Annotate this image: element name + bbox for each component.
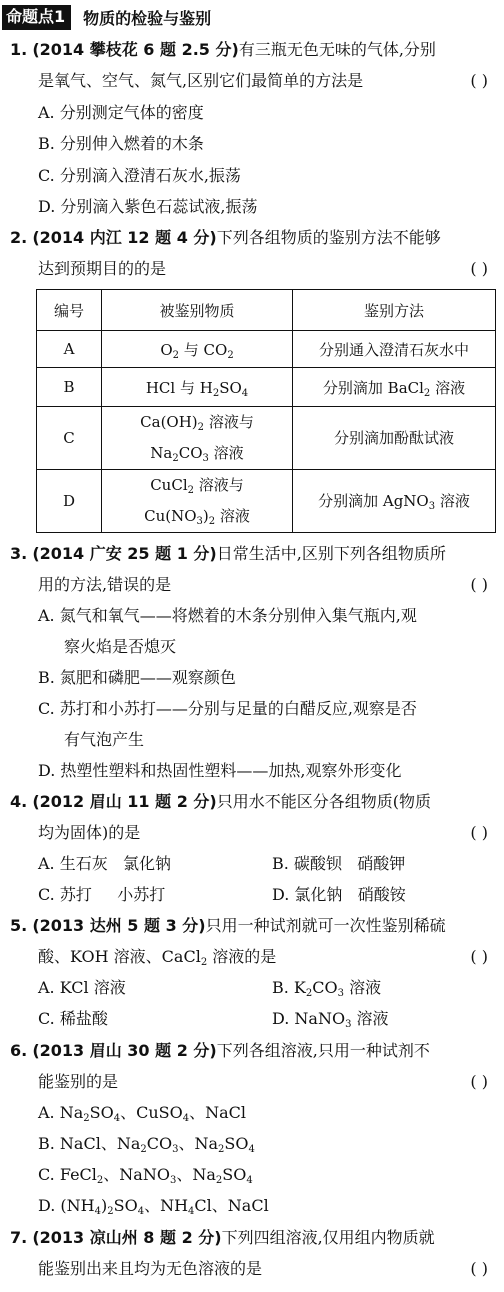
answer-blank: ( ) [470,1259,488,1278]
section-header [2,4,211,30]
question-1-line-1 [10,34,492,65]
question-source: (2014 广安 25 题 1 分) [32,544,217,563]
question-text: 有三瓶无色无味的气体,分别 [238,40,436,59]
question-1-line-2 [38,65,492,96]
question-text: 能鉴别出来且均为无色溶液的是 [38,1259,263,1278]
question-3-line-2 [38,569,492,600]
table-header: 被鉴别物质 [102,290,293,331]
question-4-line-2 [38,817,492,848]
question-text: 日常生活中,区别下列各组物质所 [216,544,446,563]
answer-blank: ( ) [470,259,488,278]
question-7-line-2 [38,1253,492,1284]
option: D. 分别滴入紫色石蕊试液,振荡 [38,197,258,216]
table-cell-id: B [37,368,102,407]
section-title: 物质的检验与鉴别 [83,8,212,28]
option: A. $Na_2SO_4$、CuSO$_4$、NaCl [38,1103,247,1124]
question-text: 用的方法,错误的是 [38,575,172,594]
question-text: 达到预期目的的是 [38,259,167,278]
table-cell-substance: HCl 与 $H_2SO_4$ [102,368,293,407]
question-6-line-2 [38,1066,492,1097]
option: B. 碳酸钡 硝酸钾 [272,854,406,873]
option-continued: 有气泡产生 [64,730,145,749]
option: A. KCl 溶液 [38,978,126,997]
question-4-line-1 [10,786,492,817]
question-7-line-1 [10,1222,492,1253]
option: C. 稀盐酸 [38,1009,108,1028]
question-2-line-2 [38,253,492,284]
question-3-line-1 [10,538,492,569]
table-header-row [37,290,496,331]
question-number: 7. [10,1228,28,1247]
question-source: (2014 内江 12 题 4 分) [32,228,217,247]
option: D. 热塑性塑料和热固性塑料——加热,观察外形变化 [38,761,402,780]
table-header: 鉴别方法 [293,290,496,331]
question-source: (2013 达州 5 题 3 分) [32,916,206,935]
table-row [37,470,496,533]
table-cell-substance: $Ca(OH)_2$ 溶液与 $Na_2CO_3$ 溶液 [102,407,293,470]
identification-table [36,289,496,533]
question-source: (2013 凉山州 8 题 2 分) [32,1228,222,1247]
question-number: 3. [10,544,28,563]
table-row [37,368,496,407]
question-number: 2. [10,228,28,247]
question-source: (2014 攀枝花 6 题 2.5 分) [32,40,239,59]
answer-blank: ( ) [470,947,488,966]
question-source: (2012 眉山 11 题 2 分) [32,792,217,811]
answer-blank: ( ) [470,823,488,842]
question-6-line-1 [10,1035,492,1066]
option: D. 氯化钠 硝酸铵 [272,885,406,904]
table-cell-id: D [37,470,102,533]
table-cell-method: 分别滴加 AgNO$_3$ 溶液 [293,470,496,533]
question-text: 下列四组溶液,仅用组内物质就 [221,1228,435,1247]
question-5-line-1 [10,910,492,941]
option: B. $K_2CO_3$ 溶液 [272,978,382,999]
answer-blank: ( ) [470,71,488,90]
question-text: 下列各组溶液,只用一种试剂不 [216,1041,430,1060]
table-cell-method: 分别通入澄清石灰水中 [293,331,496,368]
option: B. 分别伸入燃着的木条 [38,134,204,153]
option: C. 苏打 小苏打 [38,885,166,904]
question-text: 只用一种试剂就可一次性鉴别稀硫 [205,916,446,935]
question-number: 5. [10,916,28,935]
question-number: 6. [10,1041,28,1060]
table-row [37,407,496,470]
question-number: 4. [10,792,28,811]
option: D. $(NH_4)_2SO_4$、$NH_4Cl$、NaCl [38,1196,269,1217]
option-continued: 察火焰是否熄灭 [64,637,177,656]
question-text: 是氧气、空气、氮气,区别它们最简单的方法是 [38,71,364,90]
table-header: 编号 [37,290,102,331]
question-text: 均为固体)的是 [38,823,141,842]
option: C. 分别滴入澄清石灰水,振荡 [38,166,241,185]
table-cell-method: 分别滴加酚酞试液 [293,407,496,470]
option: B. 氮肥和磷肥——观察颜色 [38,668,236,687]
option: C. 苏打和小苏打——分别与足量的白醋反应,观察是否 [38,699,417,718]
option: A. 生石灰 氯化钠 [38,854,171,873]
table-cell-method: 分别滴加 BaCl$_2$ 溶液 [293,368,496,407]
answer-blank: ( ) [470,1072,488,1091]
question-2-line-1 [10,222,492,253]
table-row [37,331,496,368]
question-number: 1. [10,40,28,59]
question-5-line-2: 酸、KOH 溶液、CaCl$_2$ 溶液的是 ( ) [38,941,492,972]
answer-blank: ( ) [470,575,488,594]
option: A. 分别测定气体的密度 [38,103,204,122]
table-cell-substance: $O_2$ 与 $CO_2$ [102,331,293,368]
question-text: 只用水不能区分各组物质(物质 [216,792,431,811]
table-cell-id: A [37,331,102,368]
question-source: (2013 眉山 30 题 2 分) [32,1041,217,1060]
option: A. 氮气和氧气——将燃着的木条分别伸入集气瓶内,观 [38,606,417,625]
table-cell-id: C [37,407,102,470]
question-text: 下列各组物质的鉴别方法不能够 [216,228,441,247]
option: C. FeCl$_2$、NaNO$_3$、$Na_2SO_4$ [38,1165,253,1186]
topic-badge: 命题点1 [2,5,71,30]
table-cell-substance: CuCl$_2$ 溶液与 $Cu(NO_3)_2$ 溶液 [102,470,293,533]
option: D. NaNO$_3$ 溶液 [272,1009,389,1030]
question-text: 能鉴别的是 [38,1072,119,1091]
option: B. NaCl、$Na_2CO_3$、$Na_2SO_4$ [38,1134,255,1155]
